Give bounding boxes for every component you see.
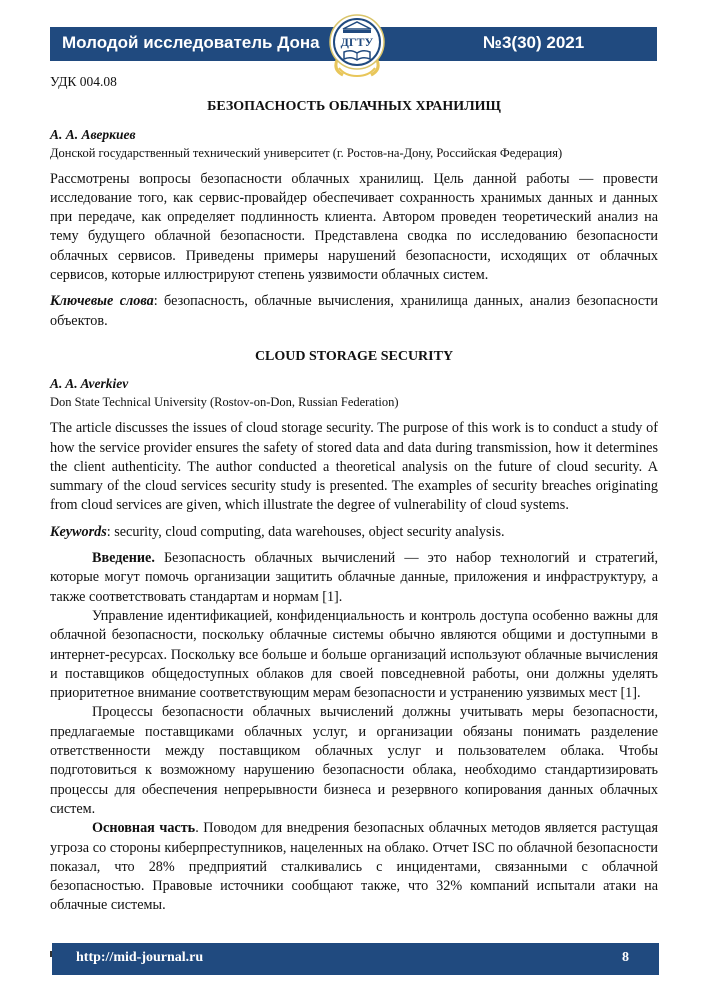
body-paragraph-introduction — [50, 549, 658, 607]
section-lead: Введение. — [92, 550, 155, 567]
section-lead: Основная часть — [92, 820, 196, 837]
body-paragraph-main-part — [50, 819, 658, 915]
keywords-en — [50, 523, 658, 542]
keywords-label-ru: Ключевые слова — [50, 293, 154, 310]
keywords-text-en: : security, cloud computing, data warehouses, object security analysis. — [106, 523, 505, 540]
paragraph-text: Управление идентификацией, конфиденциальность и контроль доступа особенно важны для облачной безопасности, поскольку облачные системы обычно являются общими и доступными в интернет-ресурсах. Поскольку все больше и больше организаций используют облачные вычисления и поставщиков общедоступных облаков для своей повседневной работы, они должны уделять приоритетное внимание соответствующим мерам безопасности и устранению уязвимых мест [1]. — [50, 607, 658, 702]
author-en: A. A. Averkiev — [50, 376, 129, 392]
issue-number: №3(30) 2021 — [483, 33, 585, 52]
abstract-ru: Рассмотрены вопросы безопасности облачных хранилищ. Цель данной работы — провести исследование того, как сервис-провайдер обеспечивает сохранность хранимых данных и данных при передаче, как определяет подлинность клиента. Автором проведен теоретический анализ на тему будущего облачной безопасности. Представлена сводка по исследованию безопасности облачных сервисов. Приведены примеры нарушений безопасности, исходящих от облачных сервисов, которые иллюстрируют степень уязвимости облачных систем. — [50, 170, 658, 284]
page-number: 8 — [622, 950, 629, 965]
article-body — [50, 72, 658, 916]
journal-name: Молодой исследователь Дона — [62, 33, 320, 52]
paragraph-text: Процессы безопасности облачных вычислений должны учитывать меры безопасности, предлагаемые поставщиками облачных услуг, и организации обязаны понимать разделение ответственности между поставщиком облачных услуг и пользователем облака. Чтобы подготовиться к возможному нарушению безопасности облака, необходимо стандартизировать процессы для обеспечения непрерывности бизнеса и резервного копирования данных облачных систем. — [50, 704, 658, 817]
affiliation-en: Don State Technical University (Rostov-on-Don, Russian Federation) — [50, 395, 399, 410]
journal-url-link[interactable]: http://mid-journal.ru — [76, 950, 204, 965]
body-paragraph — [50, 607, 658, 703]
paragraph-text: Безопасность облачных вычислений — это набор технологий и стратегий, которые могут помочь организации защитить облачные данные, приложения и инфраструктуру, а также соответствовать стандартам и нормам [1]. — [50, 550, 658, 605]
keywords-label-en: Keywords — [50, 523, 107, 540]
udk-code: УДК 004.08 — [50, 74, 117, 89]
article-title-en: CLOUD STORAGE SECURITY — [254, 348, 454, 364]
abstract-en: The article discusses the issues of cloud storage security. The purpose of this work is to conduct a study of how the service provider ensures the safety of stored data and data during transmission, how it determines the client authenticity. The author conducted a theoretical analysis on the future of cloud security. A summary of the cloud services security study is presented. The examples of security breaches originating from cloud services are given, which illustrate the degree of vulnerability of cloud systems. — [50, 420, 658, 514]
keywords-text-ru: : безопасность, облачные вычисления, хранилища данных, анализ безопасности объектов. — [50, 293, 658, 329]
paragraph-text: . Поводом для внедрения безопасных облачных методов является растущая угроза со стороны киберпреступников, нацеленных на облако. Отчет ISC по облачной безопасности показал, что 28% предприятий сталкивались с инцидентами, связанными с облачной безопасностью. Правовые источники сообщают также, что 32% компаний испытали атаки на облачные системы. — [50, 820, 658, 914]
body-paragraph — [50, 703, 658, 819]
affiliation-ru: Донской государственный технический университет (г. Ростов-на-Дону, Российская Федерация) — [50, 145, 563, 160]
author-ru: А. А. Аверкиев — [50, 126, 136, 142]
university-logo-icon — [329, 12, 385, 78]
keywords-ru — [50, 292, 658, 331]
logo-text: ДГТУ — [340, 35, 374, 49]
article-title-ru: БЕЗОПАСНОСТЬ ОБЛАЧНЫХ ХРАНИЛИЩ — [207, 99, 501, 115]
